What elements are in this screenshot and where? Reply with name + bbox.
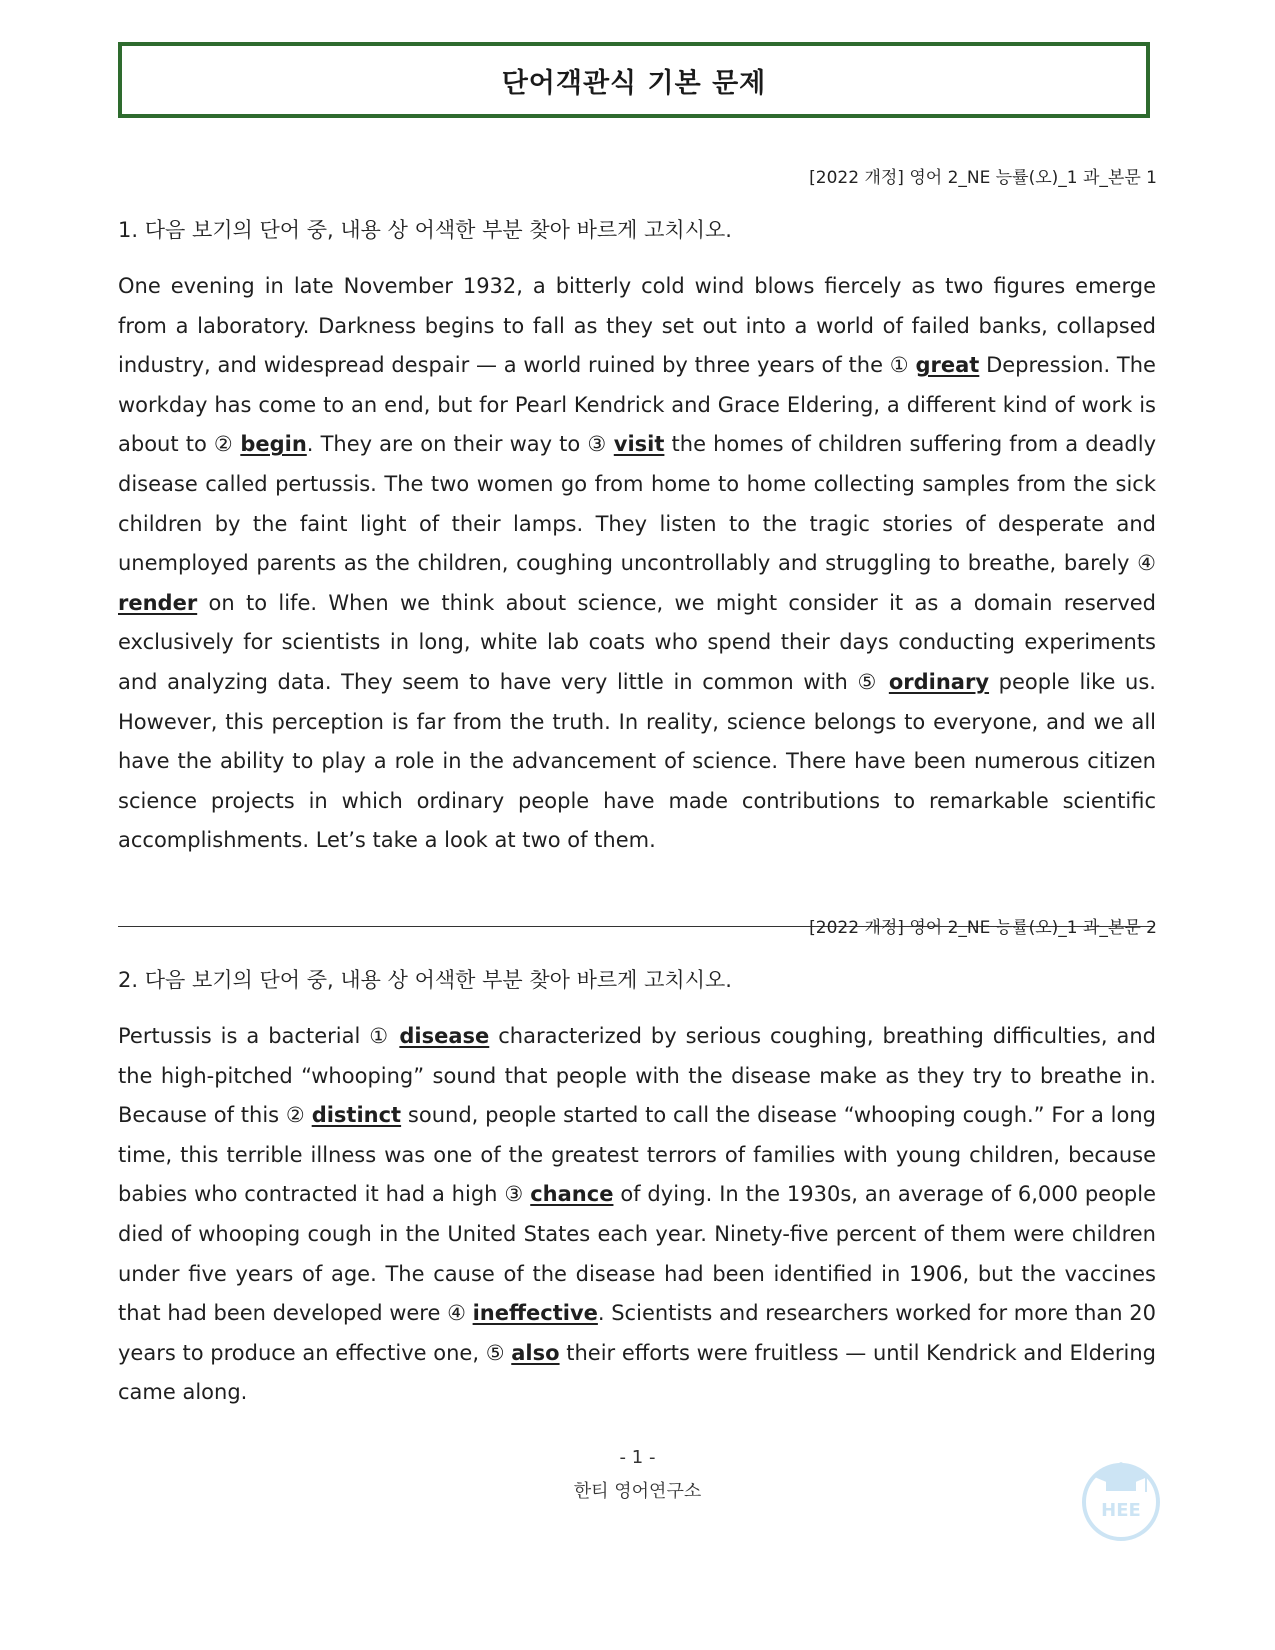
passage-text: sound, people started to call the disease “whooping cough.” For a long time, this terrible illness was one of the greatest terrors of families with young children, because babies who contracted it had a high ③ — [118, 1103, 1156, 1207]
answer-choice-word: great — [915, 353, 980, 378]
answer-choice-word: distinct — [311, 1103, 402, 1128]
answer-choice-word: chance — [530, 1182, 614, 1207]
answer-choice-word: begin — [240, 432, 307, 457]
passage-text: One evening in late November 1932, a bitterly cold wind blows fiercely as two figures emerge from a laboratory. Darkness begins to fall as they set out into a world of failed banks, collapsed industry, and widespread despair — a world ruined by three years of the ① — [118, 274, 1156, 378]
passage-text: characterized by serious coughing, breathing difficulties, and the high-pitched “whooping” sound that people with the disease make as they try to breathe in. Because of this ② — [118, 1024, 1156, 1128]
passage-text: the homes of children suffering from a deadly disease called pertussis. The two women go from home to home collecting samples from the sick children by the faint light of their lamps. They listen to the tragic stories of desperate and unemployed parents as the children, coughing uncontrollably and struggling to breathe, barely ④ — [118, 432, 1156, 576]
answer-choice-word: also — [511, 1340, 560, 1365]
q2-source: [2022 개정] 영어 2_NE 능률(오)_1 과_본문 2 — [809, 918, 1157, 938]
passage-text: . Scientists and researchers worked for more than 20 years to produce an effective one, ⑤ — [118, 1301, 1157, 1365]
passage-text: of dying. In the 1930s, an average of 6,000 people died of whooping cough in the United States each year. Ninety-five percent of them were children under five years of age. The cause of the disease had been identified in 1906, but the vaccines that had been developed were ④ — [118, 1182, 1157, 1326]
title-box — [118, 42, 1150, 118]
q2-passage — [118, 1017, 1156, 1413]
passage-text: . They are on their way to ③ — [306, 432, 614, 457]
passage-text: Depression. The workday has come to an end, but for Pearl Kendrick and Grace Eldering, a different kind of work is about to ② — [118, 353, 1156, 457]
q2-prompt: 2. 다음 보기의 단어 중, 내용 상 어색한 부분 찾아 바르게 고치시오. — [118, 968, 732, 992]
answer-choice-word: render — [118, 590, 198, 615]
passage-text: people like us. However, this perception is far from the truth. In reality, science belongs to everyone, and we all have the ability to play a role in the advancement of science. There have been numerous citizen science projects in which ordinary people have made contributions to remarkable scientific accomplishments. Let’s take a look at two of them. — [118, 669, 1156, 853]
passage-text: Pertussis is a bacterial ① — [118, 1024, 400, 1048]
passage-text: their efforts were fruitless — until Kendrick and Eldering came along. — [118, 1340, 1156, 1405]
answer-choice-word: visit — [613, 432, 665, 457]
passage-text: on to life. When we think about science, we might consider it as a domain reserved exclusively for scientists in long, white lab coats who spend their days conducting experiments and analyzing data. They seem to have very little in common with ⑤ — [118, 590, 1156, 694]
answer-choice-word: ineffective — [472, 1301, 598, 1326]
page-number: - 1 - — [619, 1447, 656, 1468]
answer-choice-word: ordinary — [888, 669, 990, 694]
q1-prompt: 1. 다음 보기의 단어 중, 내용 상 어색한 부분 찾아 바르게 고치시오. — [118, 218, 732, 242]
answer-choice-word: disease — [399, 1024, 490, 1048]
page-title: 단어객관식 기본 문제 — [501, 67, 767, 99]
footer-org: 한티 영어연구소 — [573, 1481, 702, 1502]
logo-text: HEE — [1101, 1500, 1141, 1521]
q1-source: [2022 개정] 영어 2_NE 능률(오)_1 과_본문 1 — [809, 168, 1157, 188]
q1-passage — [118, 267, 1156, 861]
